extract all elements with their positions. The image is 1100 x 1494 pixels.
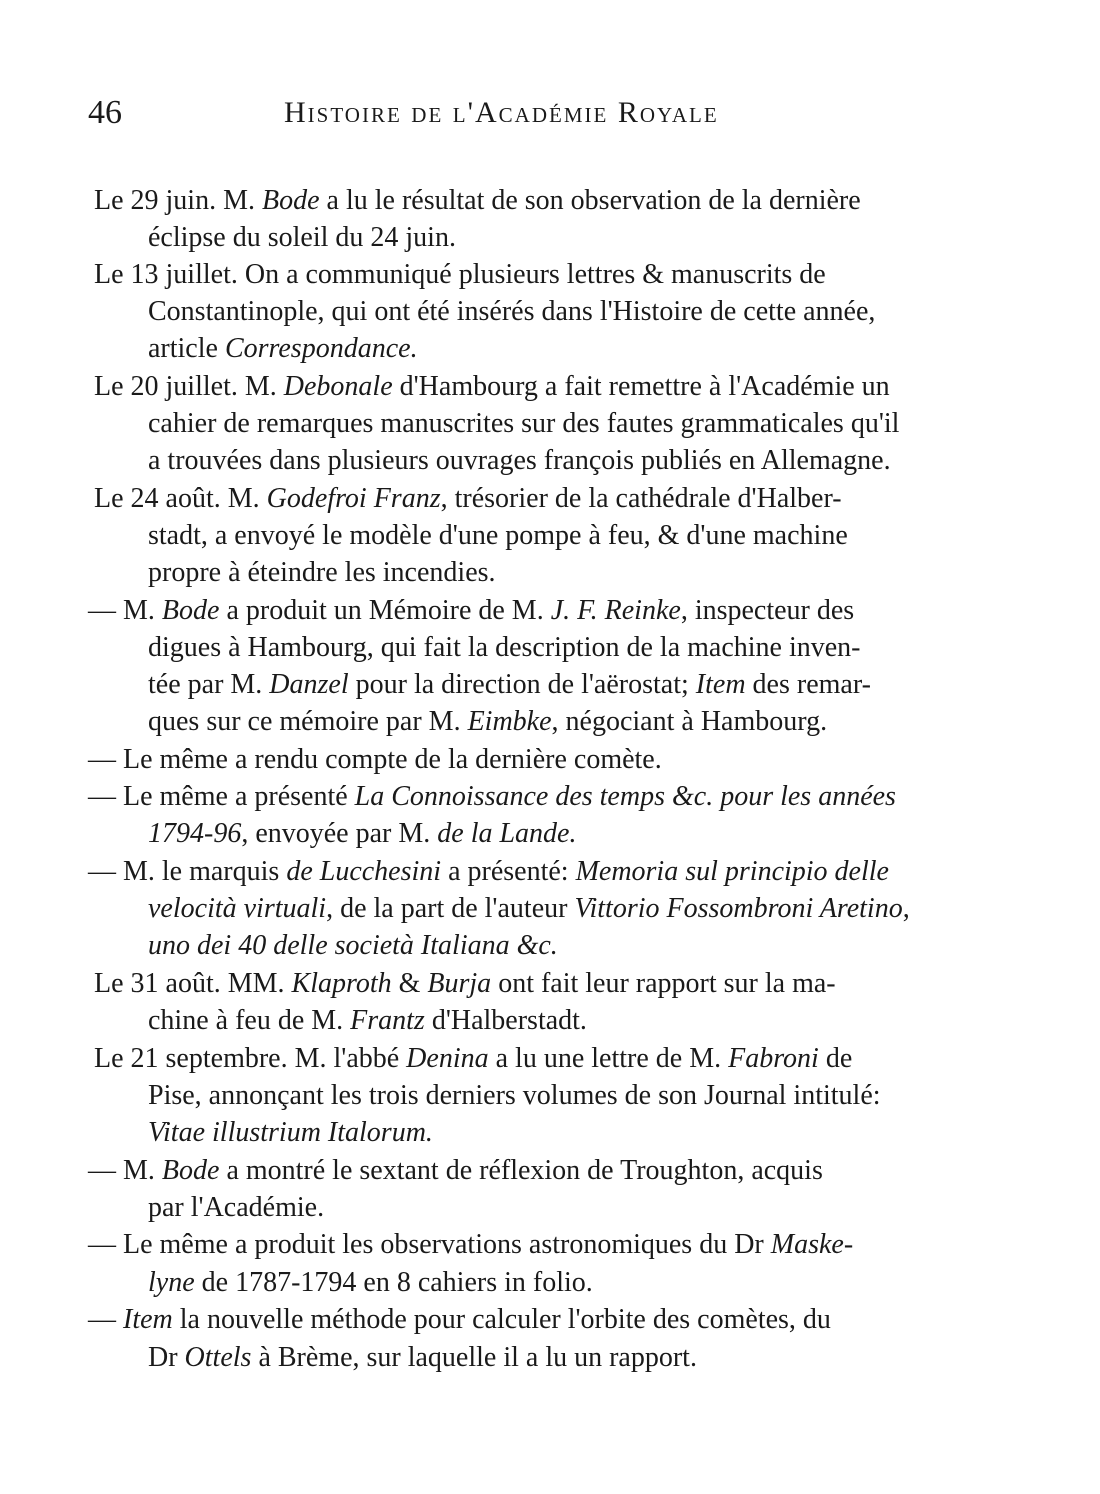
italic-text: Item bbox=[695, 669, 746, 700]
text-span: Le 29 juin. M. bbox=[94, 185, 262, 216]
text-span: — M. bbox=[88, 1155, 162, 1186]
text-span: éclipse du soleil du 24 juin. bbox=[148, 222, 456, 253]
italic-text: Bode bbox=[161, 595, 220, 626]
text-line bbox=[148, 220, 456, 256]
italic-text: Vitae illustrium Italorum. bbox=[148, 1117, 433, 1148]
italic-text: uno dei 40 delle società Italiana &c. bbox=[148, 930, 558, 961]
text-line bbox=[148, 1003, 587, 1039]
italic-text: 1794-96 bbox=[148, 818, 242, 849]
italic-text: de la Lande. bbox=[437, 818, 577, 849]
text-line bbox=[148, 704, 827, 740]
text-span: a lu une lettre de M. bbox=[488, 1043, 729, 1074]
text-line bbox=[148, 406, 899, 442]
text-span: , inspecteur des bbox=[680, 595, 855, 626]
italic-text: velocità virtuali bbox=[148, 893, 327, 924]
text-line bbox=[148, 555, 496, 591]
text-span: article bbox=[148, 333, 225, 364]
text-line bbox=[88, 1153, 823, 1189]
text-span: ques sur ce mémoire par M. bbox=[148, 706, 468, 737]
text-span: d'Halberstadt. bbox=[424, 1005, 587, 1036]
text-line bbox=[94, 257, 826, 293]
text-span: , bbox=[902, 893, 910, 924]
text-line bbox=[88, 779, 896, 815]
text-span: à Brème, sur laquelle il a lu un rapport. bbox=[251, 1342, 697, 1373]
text-span: Le 24 août. M. bbox=[94, 483, 267, 514]
text-span: Le 20 juillet. M. bbox=[94, 371, 284, 402]
text-line bbox=[88, 593, 854, 629]
text-span: Le 21 septembre. M. l'abbé bbox=[94, 1043, 407, 1074]
text-line bbox=[148, 630, 861, 666]
text-span: — M. le marquis bbox=[88, 856, 287, 887]
text-line bbox=[148, 294, 875, 330]
text-line bbox=[94, 481, 842, 517]
text-line bbox=[94, 369, 890, 405]
italic-text: Frantz bbox=[350, 1005, 425, 1036]
text-line bbox=[94, 966, 836, 1002]
text-line bbox=[88, 1302, 831, 1338]
text-line bbox=[148, 1078, 881, 1114]
text-span: Dr bbox=[148, 1342, 185, 1373]
text-span: a présenté: bbox=[441, 856, 576, 887]
text-line bbox=[148, 1115, 433, 1151]
text-line bbox=[148, 1190, 324, 1226]
text-span: Pise, annonçant les trois derniers volumes de son Journal intitulé: bbox=[148, 1080, 881, 1111]
text-line bbox=[148, 331, 418, 367]
italic-text: Vittorio Fossombroni Aretino bbox=[574, 893, 903, 924]
text-span: de 1787-1794 en 8 cahiers in folio. bbox=[194, 1267, 593, 1298]
italic-text: Burja bbox=[427, 968, 492, 999]
text-line bbox=[148, 1265, 593, 1301]
italic-text: Godefroi Franz bbox=[266, 483, 441, 514]
text-line bbox=[88, 742, 662, 778]
italic-text: Item bbox=[123, 1304, 173, 1335]
text-line bbox=[148, 667, 871, 703]
text-span: cahier de remarques manuscrites sur des fautes grammaticales qu'il bbox=[148, 408, 900, 439]
italic-text: Bode bbox=[161, 1155, 220, 1186]
text-span: — Le même a présenté bbox=[88, 781, 355, 812]
italic-text: Eimbke bbox=[467, 706, 552, 737]
text-span: par l'Académie. bbox=[148, 1192, 325, 1223]
text-span: chine à feu de M. bbox=[148, 1005, 351, 1036]
text-span: a trouvées dans plusieurs ouvrages françois publiés en Allemagne. bbox=[148, 445, 891, 476]
text-line bbox=[94, 183, 861, 219]
text-span: — bbox=[88, 1304, 123, 1335]
running-title: Histoire de l'Académie Royale bbox=[284, 96, 719, 129]
page-header bbox=[88, 94, 1038, 144]
text-line bbox=[148, 891, 910, 927]
text-span: — M. bbox=[88, 595, 162, 626]
italic-text: de Lucchesini bbox=[286, 856, 442, 887]
text-span: pour la direction de l'aërostat; bbox=[348, 669, 696, 700]
text-span: & bbox=[391, 968, 428, 999]
text-span: — Le même a produit les observations astronomiques du Dr bbox=[88, 1229, 771, 1260]
text-span: digues à Hambourg, qui fait la description de la machine inven- bbox=[148, 632, 861, 663]
text-line bbox=[148, 518, 848, 554]
text-span: a montré le sextant de réflexion de Troughton, acquis bbox=[219, 1155, 823, 1186]
text-span: d'Hambourg a fait remettre à l'Académie un bbox=[392, 371, 890, 402]
text-line bbox=[148, 928, 558, 964]
text-span: — Le même a rendu compte de la dernière comète. bbox=[88, 744, 662, 775]
text-span: , de la part de l'auteur bbox=[326, 893, 575, 924]
text-line bbox=[148, 816, 576, 852]
italic-text: Maske- bbox=[770, 1229, 854, 1260]
text-span: de bbox=[818, 1043, 853, 1074]
text-span: stadt, a envoyé le modèle d'une pompe à feu, & d'une machine bbox=[148, 520, 848, 551]
italic-text: Danzel bbox=[269, 669, 349, 700]
text-span: , trésorier de la cathédrale d'Halber- bbox=[440, 483, 842, 514]
text-line bbox=[94, 1041, 852, 1077]
text-line bbox=[148, 1340, 697, 1376]
italic-text: J. F. Reinke bbox=[550, 595, 681, 626]
italic-text: Klaproth bbox=[291, 968, 392, 999]
italic-text: Ottels bbox=[184, 1342, 252, 1373]
italic-text: Memoria sul principio delle bbox=[575, 856, 889, 887]
text-line bbox=[88, 854, 889, 890]
text-span: , négociant à Hambourg. bbox=[551, 706, 828, 737]
text-span: Le 31 août. MM. bbox=[94, 968, 292, 999]
text-span: Le 13 juillet. On a communiqué plusieurs lettres & manuscrits de bbox=[94, 259, 826, 290]
italic-text: Denina bbox=[406, 1043, 489, 1074]
italic-text: Debonale bbox=[283, 371, 393, 402]
text-line bbox=[88, 1227, 853, 1263]
page-number: 46 bbox=[88, 94, 122, 131]
text-line bbox=[148, 443, 891, 479]
text-span: tée par M. bbox=[148, 669, 270, 700]
italic-text: lyne bbox=[148, 1267, 195, 1298]
italic-text: Fabroni bbox=[728, 1043, 819, 1074]
text-span: propre à éteindre les incendies. bbox=[148, 557, 496, 588]
text-span: a lu le résultat de son observation de la dernière bbox=[319, 185, 861, 216]
text-span: la nouvelle méthode pour calculer l'orbite des comètes, du bbox=[172, 1304, 831, 1335]
text-span: a produit un Mémoire de M. bbox=[219, 595, 551, 626]
italic-text: Correspondance. bbox=[224, 333, 418, 364]
text-span: , envoyée par M. bbox=[241, 818, 438, 849]
text-span: Constantinople, qui ont été insérés dans l'Histoire de cette année, bbox=[148, 296, 876, 327]
italic-text: La Connoissance des temps &c. pour les années bbox=[354, 781, 896, 812]
text-span: ont fait leur rapport sur la ma- bbox=[491, 968, 836, 999]
text-span: des remar- bbox=[745, 669, 871, 700]
italic-text: Bode bbox=[262, 185, 320, 216]
